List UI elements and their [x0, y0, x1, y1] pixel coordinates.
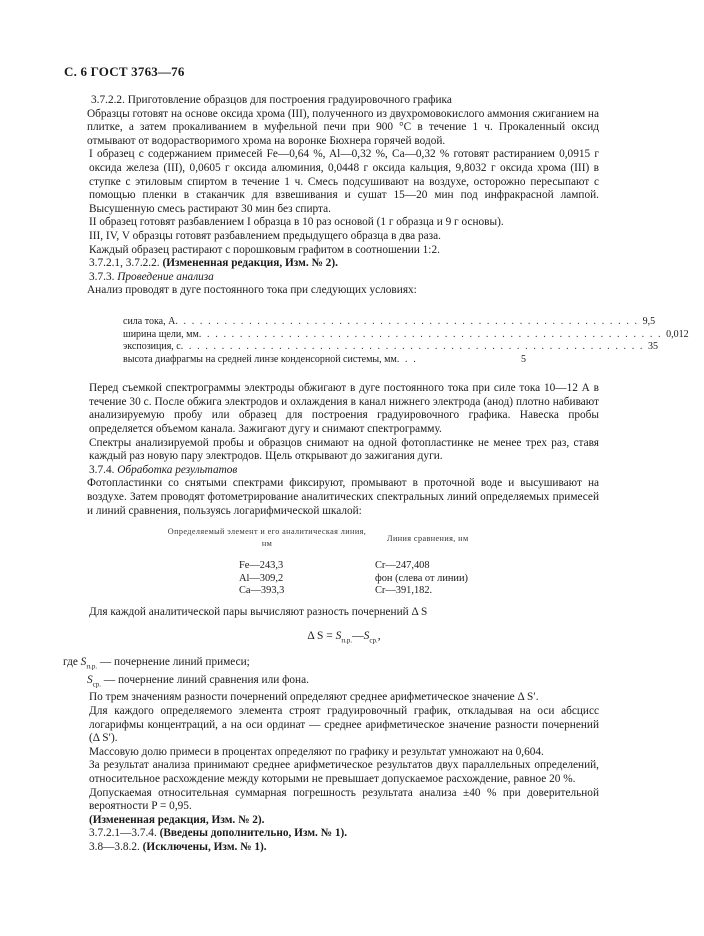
paragraph: Каждый образец растирают с порошковым графитом в соотношении 1:2.: [89, 243, 440, 256]
legend-line: где $S_{п.р.}$ — почернение линий примеси;: [63, 655, 250, 670]
paragraph: Фотопластинки со снятыми спектрами фиксируют, промывают в проточной воде и высушивают на воздухе. Затем проводят фотометрирование аналитических спектральных линий определяемых примесей и линий сравнения, пользуясь логарифмической шкалой:: [87, 477, 599, 517]
clause-number: 3.7.3.: [89, 270, 115, 283]
conditions-list: [123, 315, 689, 366]
paragraph: По трем значениям разности почернений определяют среднее арифметическое значение Δ S′.: [89, 691, 539, 704]
condition-value: 35: [648, 341, 659, 353]
amendment-text: (Исключены, Изм. № 1).: [142, 840, 267, 853]
subsection-heading: [89, 464, 599, 478]
table-cell: Cr—247,408: [375, 560, 430, 572]
condition-row: экспозиция, с . . . . . . . . . . . . . . . . . . . . . . . . . . . . . . . . . . . . . . . . . . . . . . . . . . . . . . . . . 35: [123, 341, 559, 354]
condition-row: высота диафрагмы на средней линзе конденсорной системы, мм . . . 5: [123, 354, 559, 367]
document-body: [63, 94, 689, 855]
formula-legend: [63, 656, 599, 692]
clause-number: 3.7.2.1, 3.7.2.2.: [89, 257, 160, 270]
table-header-reference: Линия сравнения, нм: [387, 534, 469, 544]
condition-row: сила тока, А . . . . . . . . . . . . . . . . . . . . . . . . . . . . . . . . . . . . . . . . . . . . . . . . . . . . . . . . . 9,5: [123, 316, 559, 329]
amendment-note: [89, 827, 599, 841]
table-cell: Ca—393,3: [239, 585, 285, 597]
condition-label: экспозиция, с: [123, 341, 181, 353]
paragraph: За результат анализа принимают среднее арифметическое результатов двух параллельных определений, относительное расхождение между которыми не превышает допускаемое расхождение, равное 20 %.: [89, 759, 599, 785]
paragraph: I образец с содержанием примесей Fe—0,64 %, Al—0,32 %, Ca—0,32 % готовят растиранием 0,0915 г оксида железа (III), 0,0605 г оксида алюминия, 0,0448 г оксида кальция, 9,8032 г оксида хрома (III) в ступке с этиловым спиртом в течение 1 ч. Смесь подсушивают на воздухе, осторожно пересыпают с помощью пленки в стаканчик для взвешивания и сушат 15—20 мин под инфракрасной лампой. Высушенную смесь растирают 30 мин без спирта.: [89, 148, 599, 215]
condition-label: сила тока, А: [123, 315, 176, 327]
condition-label: высота диафрагмы на средней линзе конденсорной системы, мм: [123, 353, 397, 365]
element-column: [239, 560, 284, 597]
condition-value: 0,012: [666, 328, 689, 340]
amendment-note: (Измененная редакция, Изм. № 2).: [89, 813, 265, 826]
table-cell: Cr—391,182.: [375, 585, 433, 597]
formula: Δ $S = S_{п.р.}—S_{ср.}$,: [307, 629, 381, 645]
paragraph: Массовую долю примеси в процентах определяют по графику и результат умножают на 0,604.: [89, 745, 544, 758]
condition-value: 5: [521, 353, 526, 365]
paragraph: Для каждого определяемого элемента строят градуировочный график, откладывая на оси абсцисс логарифмы концентраций, а на оси ординат — среднее арифметическое значение разности почернений (Δ S′).: [89, 704, 599, 745]
paragraph: Спектры анализируемой пробы и образцов снимают на одной фотопластинке не менее трех раз, ставя каждый раз новую пару электродов. Щель открывают до зажигания дуги.: [89, 436, 599, 463]
paragraph: III, IV, V образцы готовят разбавлением предыдущего образца в два раза.: [89, 229, 441, 242]
clause-number: 3.8—3.8.2.: [89, 840, 140, 853]
subsection-title: Обработка результатов: [117, 463, 238, 476]
condition-row: ширина щели, мм . . . . . . . . . . . . . . . . . . . . . . . . . . . . . . . . . . . . . . . . . . . . . . . . . . . . . . . . . 0,012: [123, 329, 559, 342]
amendment-text: (Введены дополнительно, Изм. № 1).: [159, 827, 348, 840]
legend-line: $S_{ср.}$ — почернение линий сравнения или фона.: [87, 673, 309, 688]
subsection-title: Проведение анализа: [117, 270, 214, 283]
table-header-element: Определяемый элемент и его аналитическая линия, нм: [167, 527, 367, 549]
paragraph: II образец готовят разбавлением I образца в 10 раз основой (1 г образца и 9 г основы).: [89, 216, 504, 229]
paragraph: Образцы готовят на основе оксида хрома (III), полученного из двухромовокислого аммония сжиганием на плитке, а затем прокаливанием в муфельной печи при 900 °С в течение 1 ч. Прокаленный оксид отмывают от водорастворимого хрома на воронке Бюхнера горячей водой.: [87, 107, 599, 147]
paragraph: Анализ проводят в дуге постоянного тока при следующих условиях:: [87, 284, 417, 297]
paragraph: Допускаемая относительная суммарная погрешность результата анализа ±40 % при доверительной вероятности P = 0,95.: [89, 786, 599, 813]
condition-label: ширина щели, мм: [123, 328, 199, 340]
paragraph: Перед съемкой спектрограммы электроды обжигают в дуге постоянного тока при силе тока 10—12 А в течение 30 с. После обжига электродов и охлаждения в канал нижнего электрода (анод) плотно набивают анализируемую пробу или образец для построения градуировочного графика. Навеска пробы определяется объемом канала. Зажигают дугу и снимают спектрограмму.: [89, 382, 599, 436]
page-header: С. 6 ГОСТ 3763—76: [64, 64, 185, 79]
paragraph: Для каждой аналитической пары вычисляют разность почернений Δ S: [89, 606, 428, 619]
spectral-lines-table: [89, 526, 599, 600]
subsection-title: 3.7.2.2. Приготовление образцов для построения градуировочного графика: [91, 94, 452, 106]
clause-number: 3.7.4.: [89, 463, 115, 476]
table-cell: фон (слева от линии): [375, 572, 469, 584]
clause-number: 3.7.2.1—3.7.4.: [89, 827, 157, 840]
subsection-heading: [89, 271, 599, 285]
condition-value: 9,5: [642, 315, 656, 327]
table-cell: Al—309,2: [239, 572, 284, 584]
amendment-note: [89, 841, 599, 855]
table-cell: Fe—243,3: [239, 560, 284, 572]
reference-column: [375, 560, 468, 597]
amendment-note: [89, 257, 599, 271]
amendment-text: (Измененная редакция, Изм. № 2).: [162, 257, 338, 270]
